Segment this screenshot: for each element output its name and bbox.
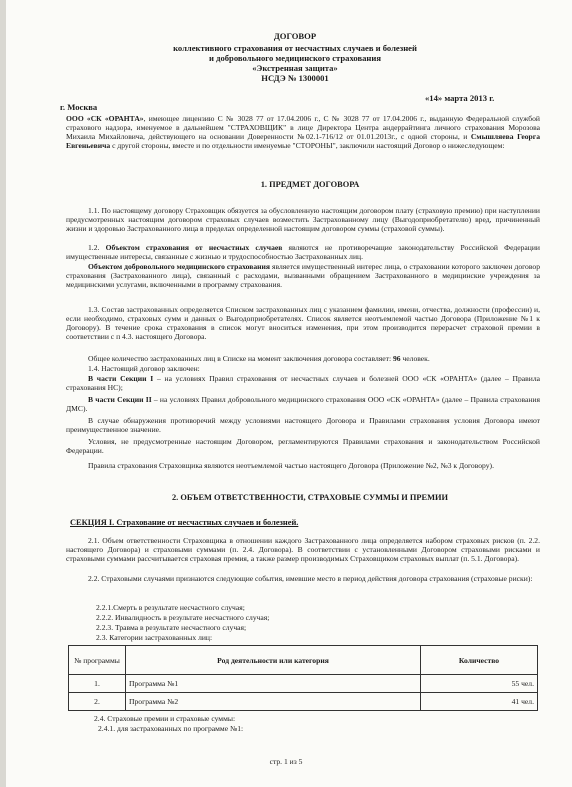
- paragraph-2-2: 2.2. Страховыми случаями признаются следующие события, имевшие место в период действия договора страхования (страховые риски):: [88, 574, 533, 583]
- paragraph-1-2b: Объектом добровольного медицинского страхования является имущественный интерес лица, о страховании которого заключен договор страхования (Застрахованного лица), связанный с расходами, вызванными обращением Застрахованного в медицинские учреждения за медицинскими услугами, включенными в программу страхования.: [66, 262, 540, 290]
- paragraph-1-4b: В части Секции II – на условиях Правил добровольного медицинского страхования ООО «СК «ОРАНТА» (далее – Правила страхования ДМС).: [66, 395, 540, 414]
- column-header-count: Количество: [421, 646, 538, 675]
- section-i-heading: СЕКЦИЯ I. Страхование от несчастных случаев и болезней.: [70, 518, 299, 527]
- paragraph-1-2: 1.2. Объектом страхования от несчастных случаев являются не противоречащие законодательству Российской Федерации имущественные интересы, связанные с жизнью и трудоспособностью Застрахованных лиц.: [66, 243, 540, 262]
- paragraph-2-1: 2.1. Объем ответственности Страховщика в отношении каждого Застрахованного лица определяется набором страховых рисков (п. 2.2. настоящего Договора) и страховыми суммами (п. 2.4. Договора). В соответствии с установленными Договором страховыми рисками и страховыми суммами рассчитывается страховая премия, а также размер производимых Страховщиком страховых выплат (п. 5.1. Договора).: [66, 536, 540, 564]
- paragraph-2-4-1: 2.4.1. для застрахованных по программе №1:: [98, 724, 244, 733]
- categories-table: [68, 645, 538, 711]
- paragraph-2-2-3: 2.2.3. Травма в результате несчастного случая;: [96, 623, 247, 632]
- insured-name: Смышляева Георга Евгеньевича: [66, 132, 540, 151]
- paragraph-1-4a: В части Секции I – на условиях Правил страхования от несчастных случаев и болезней ООО «СК «ОРАНТА» (далее – Правила страхования НС);: [66, 374, 540, 393]
- paragraph-2-4: 2.4. Страховые премии и страховые суммы:: [94, 714, 236, 723]
- intro-paragraph: ООО «СК «ОРАНТА», имеющее лицензию С № 3028 77 от 17.04.2006 г., С № 3028 77 от 17.04.2006 г., выданную Федеральной службой страхового надзора, именуемое в дальнейшем "СТРАХОВЩИК" в лице Директора Центра андеррайтинга личного страхования Морозова Михаила Михайловича, действующего на основании Доверенности №02.1-716/12 от 01.01.2013г., с одной стороны, и Смышляева Георга Евгеньевича с другой стороны, вместе и по отдельности именуемые "СТОРОНЫ", заключили настоящий Договор о нижеследующем:: [66, 114, 540, 151]
- contract-subtitle-3: «Экстренная защита»: [252, 63, 338, 73]
- paragraph-2-2-1: 2.2.1.Смерть в результате несчастного случая;: [96, 603, 245, 612]
- section-1-title: 1. ПРЕДМЕТ ДОГОВОРА: [260, 180, 360, 189]
- section-2-title: 2. ОБЪЕМ ОТВЕТСТВЕННОСТИ, СТРАХОВЫЕ СУММЫ И ПРЕМИИ: [171, 493, 449, 502]
- paragraph-1-3b: Общее количество застрахованных лиц в Списке на момент заключения договора составляет: 96 человек.: [88, 354, 430, 363]
- table-header-row: [69, 646, 538, 675]
- insurer-name: ООО «СК «ОРАНТА»: [66, 114, 144, 123]
- column-header-category: Род деятельности или категория: [126, 646, 421, 675]
- paragraph-1-1: 1.1. По настоящему договору Страховщик обязуется за обусловленную настоящим договором плату (страховую премию) при наступлении предусмотренных настоящим договором страховых случаев возместить Застрахованному лицу (Выгодоприобретателю) вред, причиненный жизни и здоровью Застрахованного лица в пределах определенной настоящим договором суммы (страховой суммы).: [66, 206, 540, 234]
- table-row: 1. Программа №1 55 чел.: [69, 675, 538, 693]
- page-number: стр. 1 из 5: [269, 757, 303, 766]
- contract-date: «14» марта 2013 г.: [425, 93, 495, 103]
- paragraph-2-2-2: 2.2.2. Инвалидность в результате несчастного случая;: [96, 613, 270, 622]
- scan-edge: [0, 0, 6, 787]
- contract-place: г. Москва: [60, 102, 98, 112]
- paragraph-1-4d: Условия, не предусмотренные настоящим Договором, регламентируются Правилами страхования и законодательством Российской Федерации.: [66, 437, 540, 456]
- column-header-program: № программы: [69, 646, 126, 675]
- paragraph-1-3: 1.3. Состав застрахованных определяется Списком застрахованных лиц с указанием фамилии, имени, отчества, должности (профессии) и, если необходимо, страховых сумм и данных о Выгодоприобретателях. Список является неотъемлемой частью Договора (Приложение №1 к Договору). В течение срока страхования в список могут вноситься изменения, при этом производится перерасчет страховой премии в соответствии с п 4.3. настоящего Договора.: [66, 305, 540, 342]
- paragraph-2-3: 2.3. Категории застрахованных лиц:: [96, 633, 213, 642]
- paragraph-1-4c: В случае обнаружения противоречий между условиями настоящего Договора и Правилами страхования условия Договора имеют преимущественное значение.: [66, 416, 540, 435]
- paragraph-1-4: 1.4. Настоящий договор заключен:: [88, 364, 200, 373]
- contract-subtitle-2: и добровольного медицинского страхования: [209, 53, 381, 63]
- contract-title: ДОГОВОР: [273, 31, 317, 41]
- contract-number: НСДЭ № 1300001: [261, 73, 329, 83]
- contract-subtitle-1: коллективного страхования от несчастных случаев и болезней: [173, 43, 417, 53]
- paragraph-1-4e: Правила страхования Страховщика являются неотъемлемой частью настоящего Договора (Приложение №2, №3 к Договору).: [88, 461, 494, 470]
- table-row: 2. Программа №2 41 чел.: [69, 693, 538, 711]
